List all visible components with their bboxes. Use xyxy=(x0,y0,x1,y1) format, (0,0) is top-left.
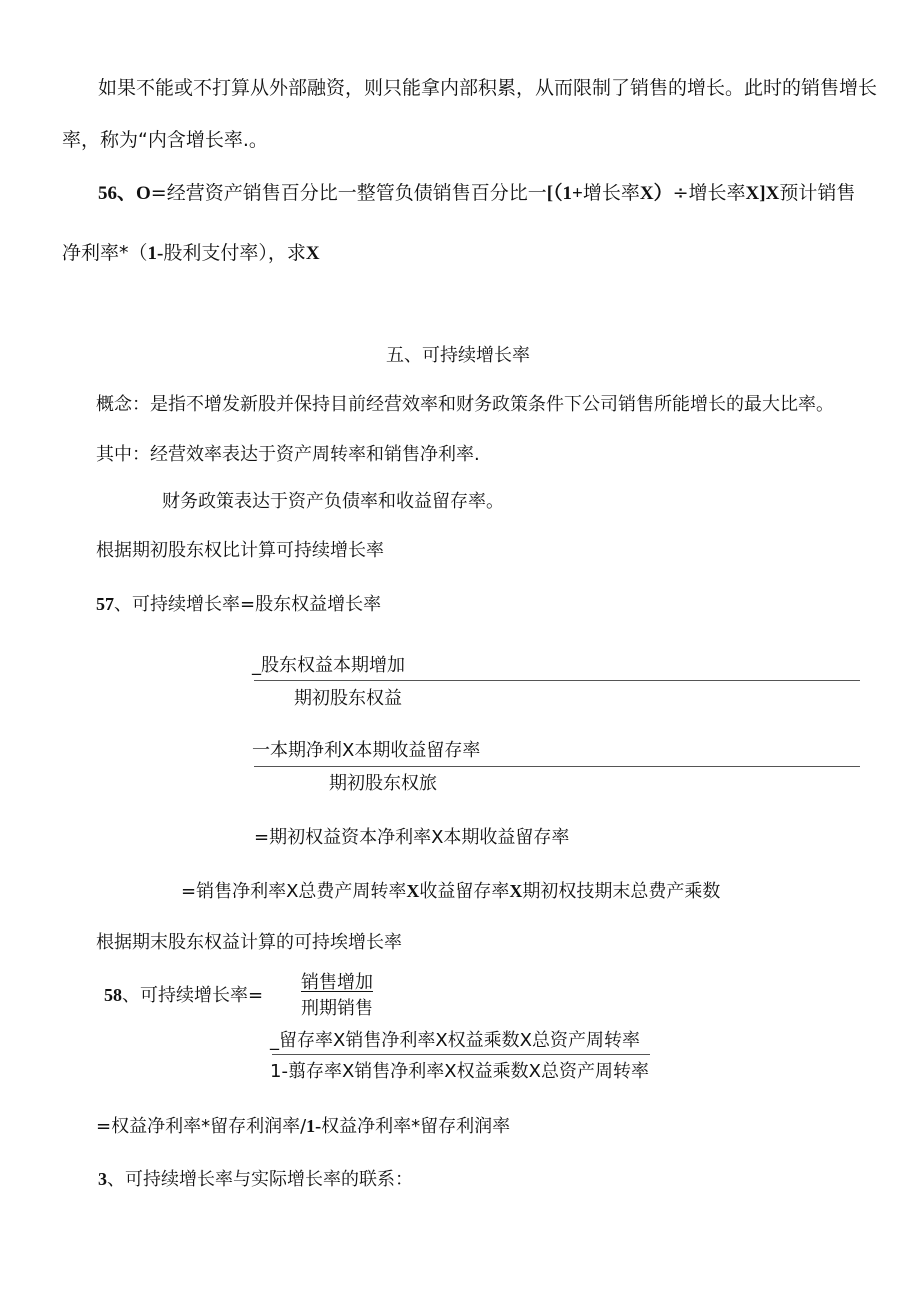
fraction-2-bar xyxy=(254,766,860,767)
formula-58-label: 、可持续增长率= xyxy=(122,985,264,1006)
formula-58-line xyxy=(104,986,263,1005)
formula-57-step-4 xyxy=(181,882,720,901)
where-line-2: 财务政策表达于资产负债率和收益留存率。 xyxy=(162,491,504,512)
formula-56-line2-a: 净利率*（ xyxy=(62,242,148,264)
formula-57-step-4-e: 期初权技期末总费产乘数 xyxy=(522,881,721,902)
formula-56-part-f: ÷增长率 xyxy=(672,182,746,204)
formula-58-fraction-bar xyxy=(272,1054,650,1055)
basis-end-text: 根据期末股东权益计算的可持埃增长率 xyxy=(96,932,402,953)
where-line-1: 其中：经营效率表达于资产周转率和销售净利率. xyxy=(96,444,480,465)
fraction-2-denominator: 期初股东权旅 xyxy=(329,773,437,794)
formula-58-result-b: 1- xyxy=(306,1116,322,1136)
formula-57-step-4-b: X xyxy=(406,881,420,901)
formula-57-step-4-a: =销售净利率X总费产周转率 xyxy=(181,881,407,902)
formula-57-label: 、可持续增长率=股东权益增长率 xyxy=(114,594,382,615)
formula-56-o: O xyxy=(136,183,151,204)
formula-57-step-3: =期初权益资本净利率X本期收益留存率 xyxy=(254,827,570,848)
formula-58-fraction-numerator: _留存率X销售净利率X权益乘数X总资产周转率 xyxy=(270,1030,640,1051)
formula-56-part-g: X]X xyxy=(745,183,780,204)
intro-line-2: 率，称为“内含增长率.。 xyxy=(62,129,268,151)
item-3-line xyxy=(98,1170,413,1189)
formula-56-part-d: 增长率 xyxy=(582,182,640,204)
formula-57-step-4-c: 收益留存率 xyxy=(419,881,510,902)
formula-56-line-1 xyxy=(98,184,855,203)
formula-58-number: 58 xyxy=(104,985,122,1005)
formula-58-top-numerator: 销售增加 xyxy=(301,972,373,993)
intro-line-1: 如果不能或不打算从外部融资，则只能拿内部积累，从而限制了销售的增长。此时的销售增长 xyxy=(98,77,878,99)
formula-56-part-b: [（ xyxy=(546,183,563,204)
fraction-1-numerator: _股东权益本期增加 xyxy=(252,655,405,676)
fraction-1-bar xyxy=(254,680,860,681)
basis-begin-text: 根据期初股东权比计算可持续增长率 xyxy=(96,540,384,561)
formula-56-part-e: X） xyxy=(639,183,673,204)
formula-56-part-h: 预计销售 xyxy=(779,182,856,204)
item-3-label: 、可持续增长率与实际增长率的联系： xyxy=(107,1169,413,1190)
formula-57-step-4-d: X xyxy=(509,881,523,901)
formula-58-result xyxy=(96,1117,510,1136)
formula-56-part-c: 1+ xyxy=(562,183,583,204)
formula-58-fraction-denominator: 1-翦存率X销售净利率X权益乘数X总资产周转率 xyxy=(270,1061,649,1082)
formula-56-line2-b: 1- xyxy=(147,243,164,264)
formula-56-line2-c: 股利支付率），求 xyxy=(163,242,306,264)
concept-text: 概念：是指不增发新股并保持目前经营效率和财务政策条件下公司销售所能增长的最大比率。 xyxy=(96,394,834,415)
formula-58-result-a: =权益净利率*留存利润率/ xyxy=(96,1116,307,1137)
formula-56-line-2 xyxy=(62,244,320,263)
formula-56-number: 56、 xyxy=(98,183,137,204)
fraction-2-numerator: 一本期净利X本期收益留存率 xyxy=(252,740,481,761)
section-heading: 五、可持续增长率 xyxy=(386,345,530,366)
formula-58-top-denominator: 刑期销售 xyxy=(301,998,373,1019)
formula-57-number: 57 xyxy=(96,594,114,614)
item-3-number: 3 xyxy=(98,1169,107,1189)
formula-57-line xyxy=(96,595,381,614)
fraction-1-denominator: 期初股东权益 xyxy=(294,688,402,709)
formula-56-line2-d: X xyxy=(305,243,320,264)
formula-56-part-a: =经营资产销售百分比一整管负债销售百分比一 xyxy=(150,182,547,204)
formula-58-result-c: 权益净利率*留存利润率 xyxy=(321,1116,511,1137)
